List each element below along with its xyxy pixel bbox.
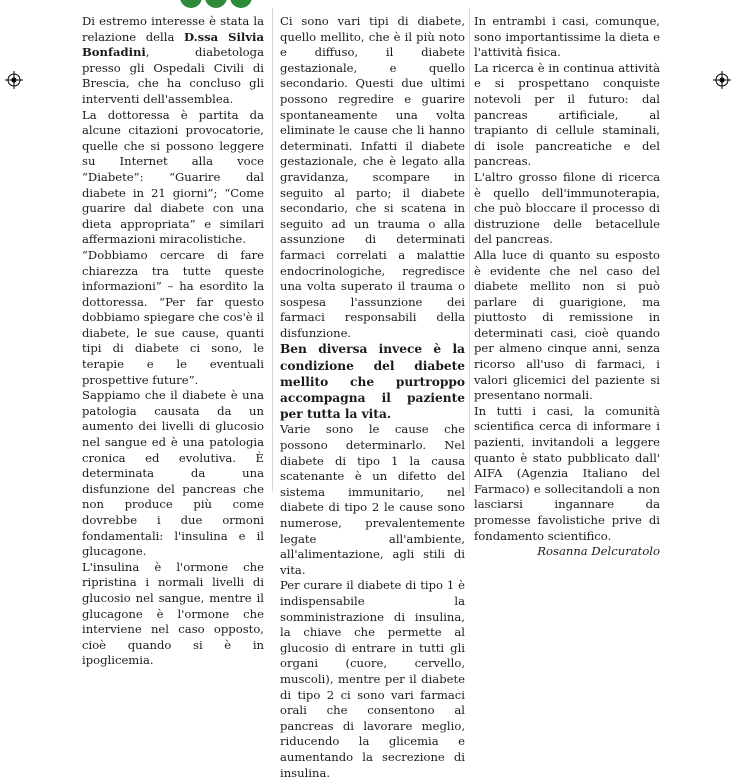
green-dot-icon <box>180 0 202 8</box>
paragraph: In entrambi i casi, comunque, sono importantissime la dieta e l'attività fisica. <box>474 14 660 60</box>
green-dot-icon <box>230 0 252 8</box>
article-column-1 <box>82 14 264 669</box>
author-signature: Rosanna Delcuratolo <box>537 544 660 559</box>
paragraph: La dottoressa è partita da alcune citazioni provocatorie, quelle che si possono leggere su Internet alla voce “Diabete”: “Guarire dal diabete in 21 giorni”; “Come guarire dal diabete con una dieta appropriata” e similari affermazioni miracolistiche. <box>82 107 264 247</box>
section-heading: Ben diversa invece è la condizione del diabete mellito che purtroppo accompagna il paziente per tutta la vita. <box>280 342 465 422</box>
paragraph: Sappiamo che il diabete è una patologia causata da un aumento dei livelli di glucosio nel sangue ed è una patologia cronica ed evolutiva. È determinata da una disfunzione del pancreas che non produce più come dovrebbe i due ormoni fondamentali: l'insulina e il glucagone. <box>82 388 264 559</box>
paragraph: La ricerca è in continua attività e si prospettano conquiste notevoli per il futuro: dal pancreas artificiale, al trapianto di cellule staminali, di isole pancreatiche e del pancreas. <box>474 60 660 169</box>
column-divider <box>469 8 470 492</box>
paragraph: In tutti i casi, la comunità scientifica cerca di informare i pazienti, invitandoli a leggere quanto è stato pubblicato dall' AIFA (Agenzia Italiano del Farmaco) e sollecitandoli a non lasciarsi ingannare da promesse favolistiche prive di fondamento scientifico. <box>474 403 660 543</box>
registration-mark-icon <box>713 71 731 89</box>
paragraph: L'altro grosso filone di ricerca è quello dell'immunoterapia, che può bloccare il processo di distruzione delle betacellule del pancreas. <box>474 169 660 247</box>
registration-mark-icon <box>5 71 23 89</box>
article-column-2 <box>280 14 465 781</box>
paragraph: “Dobbiamo cercare di fare chiarezza tra tutte queste informazioni” – ha esordito la dottoressa. “Per far questo dobbiamo spiegare che cos'è il diabete, le sue cause, quanti tipi di diabete ci sono, le terapie e le eventuali prospettive future”. <box>82 247 264 387</box>
paragraph: Per curare il diabete di tipo 1 è indispensabile la somministrazione di insulina, la chiave che permette al glucosio di entrare in tutti gli organi (cuore, cervello, muscoli), mentre per il diabete di tipo 2 ci sono vari farmaci orali che consentono al pancreas di lavorare meglio, riducendo la glicemia e aumentando la secrezione di insulina. <box>280 578 465 780</box>
article-column-3 <box>474 14 660 560</box>
speaker-name: D.ssa Silvia Bonfadini <box>82 29 264 60</box>
paragraph: Ci sono vari tipi di diabete, quello mellito, che è il più noto e diffuso, il diabete gestazionale, e quello secondario. Questi due ultimi possono regredire e guarire spontaneamente una volta eliminate le cause che li hanno determinati. Infatti il diabete gestazionale, che è legato alla gravidanza, scompare in seguito al parto; il diabete secondario, che si scatena in seguito ad un trauma o alla assunzione di determinati farmaci correlati a malattie endocrinologiche, regredisce una volta superato il trauma o sospesa l'assunzione dei farmaci responsabili della disfunzione. <box>280 14 465 340</box>
green-dot-icon <box>205 0 227 8</box>
column-divider <box>272 8 273 492</box>
paragraph: Alla luce di quanto su esposto è evidente che nel caso del diabete mellito non si può parlare di guarigione, ma piuttosto di remissione in determinati casi, cioè quando per almeno cinque anni, senza ricorso all'uso di farmaci, i valori glicemici del paziente si presentano normali. <box>474 247 660 403</box>
paragraph: Di estremo interesse è stata la relazione della D.ssa Silvia Bonfadini, diabetologa presso gli Ospedali Civili di Brescia, che ha concluso gli interventi dell'assemblea. <box>82 14 264 106</box>
paragraph: Varie sono le cause che possono determinarlo. Nel diabete di tipo 1 la causa scatenante è un difetto del sistema immunitario, nel diabete di tipo 2 le cause sono numerose, prevalentemente legate all'ambiente, all'alimentazione, agli stili di vita. <box>280 422 465 577</box>
paragraph: L'insulina è l'ormone che ripristina i normali livelli di glucosio nel sangue, mentre il glucagone è l'ormone che interviene nel caso opposto, cioè quando si è in ipoglicemia. <box>82 559 264 668</box>
